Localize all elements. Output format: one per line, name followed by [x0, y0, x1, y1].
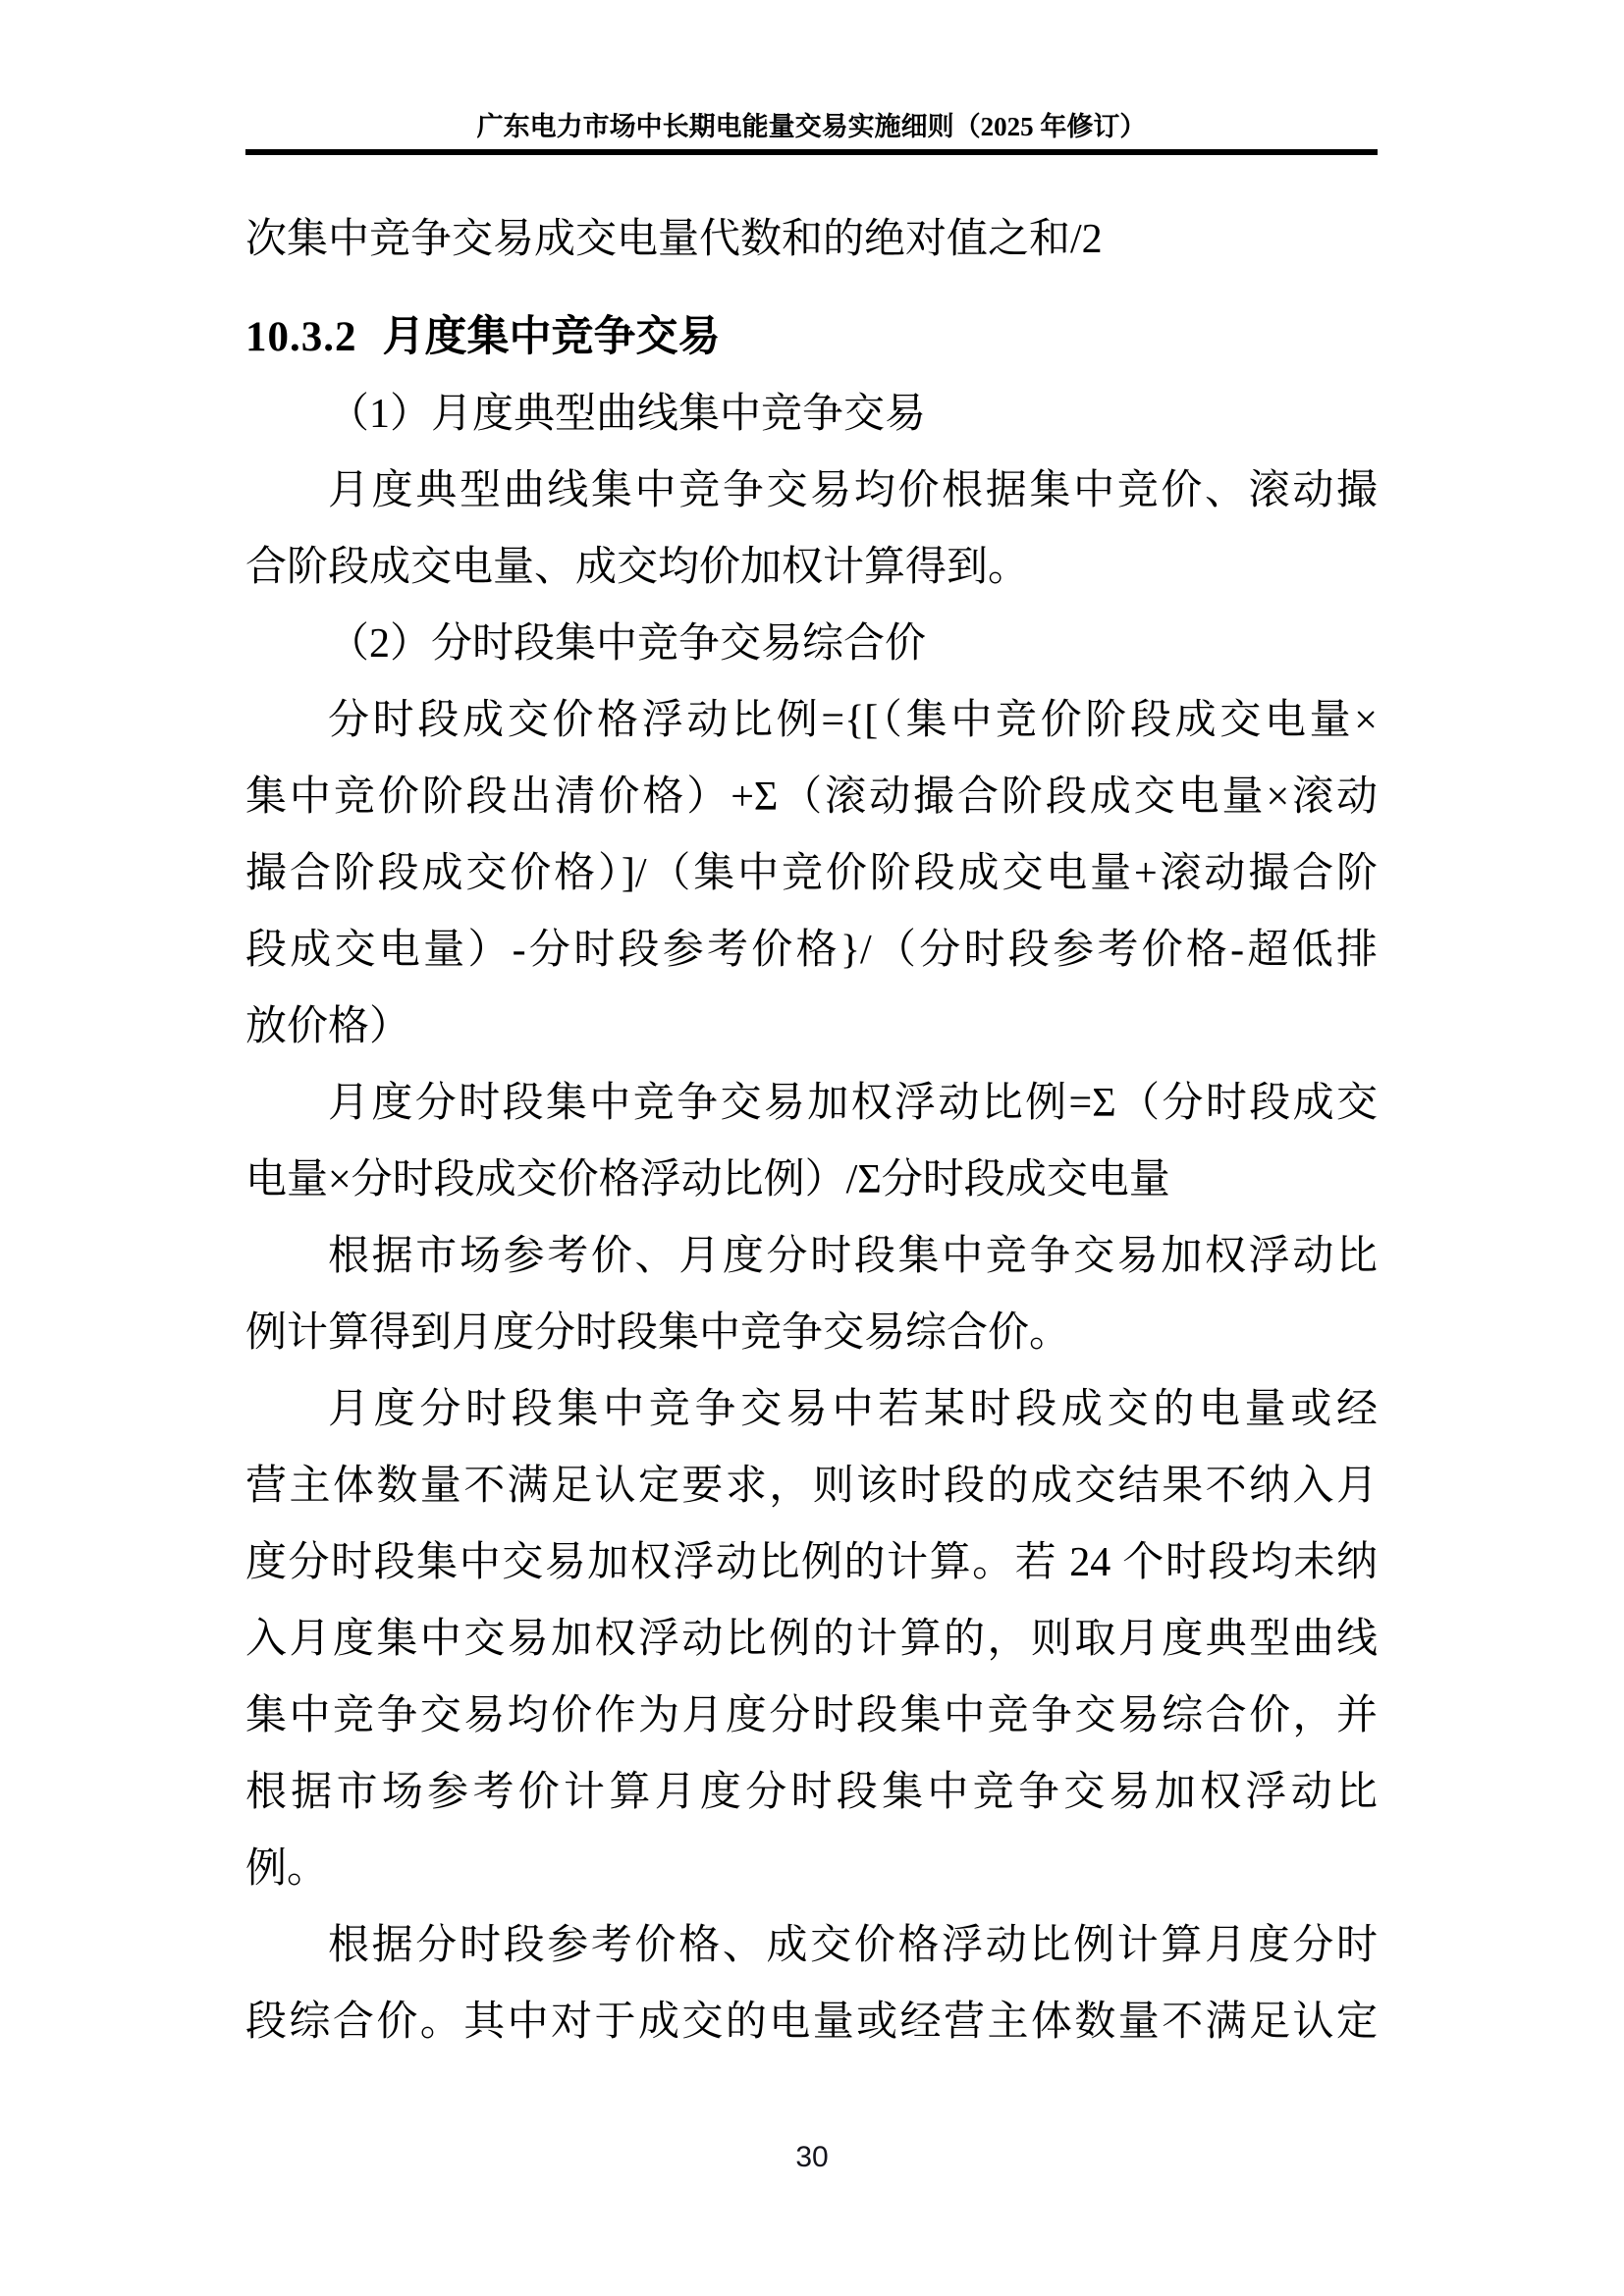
- text-line: 例计算得到月度分时段集中竞争交易综合价。: [245, 1310, 1071, 1356]
- text-line: 分时段成交价格浮动比例={[（集中竞价阶段成交电量×: [328, 698, 1378, 743]
- page-header: [245, 110, 1378, 155]
- page-footer: [0, 2140, 1624, 2175]
- text-line: 根据分时段参考价格、成交价格浮动比例计算月度分时: [328, 1923, 1378, 1968]
- text-line: 月度典型曲线集中竞争交易均价根据集中竞价、滚动撮: [328, 468, 1378, 513]
- text-line: 撮合阶段成交价格）]/（集中竞价阶段成交电量+滚动撮合阶: [245, 851, 1378, 896]
- text-line: 合阶段成交电量、成交均价加权计算得到。: [245, 545, 1030, 590]
- section-heading-number: 10.3.2: [245, 314, 357, 360]
- text-line: 例。: [245, 1846, 329, 1892]
- text-line: 段成交电量）-分时段参考价格}/（分时段参考价格-超低排: [245, 928, 1378, 973]
- page-number: 30: [795, 2141, 829, 2173]
- text-line: 次集中竞争交易成交电量代数和的绝对值之和/2: [245, 217, 1103, 262]
- text-line: 根据市场参考价计算月度分时段集中竞争交易加权浮动比: [245, 1770, 1378, 1815]
- text-line: 月度分时段集中竞争交易加权浮动比例=Σ（分时段成交: [328, 1081, 1378, 1126]
- text-line: 集中竞争交易均价作为月度分时段集中竞争交易综合价，并: [245, 1693, 1378, 1738]
- text-line: 度分时段集中交易加权浮动比例的计算。若 24 个时段均未纳: [245, 1540, 1378, 1585]
- section-heading: [245, 299, 1378, 376]
- header-title: 广东电力市场中长期电能量交易实施细则（2025 年修订）: [476, 112, 1147, 141]
- text-line: 月度分时段集中竞争交易中若某时段成交的电量或经: [328, 1387, 1378, 1432]
- text-line: 段综合价。其中对于成交的电量或经营主体数量不满足认定: [245, 2000, 1378, 2045]
- text-line: 根据市场参考价、月度分时段集中竞争交易加权浮动比: [328, 1234, 1378, 1279]
- section-heading-title: 月度集中竞争交易: [382, 314, 721, 360]
- text-line: 集中竞价阶段出清价格）+Σ（滚动撮合阶段成交电量×滚动: [245, 774, 1378, 820]
- text-line: 电量×分时段成交价格浮动比例）/Σ分时段成交电量: [245, 1157, 1170, 1202]
- document-body: [245, 201, 1378, 2060]
- text-line: 营主体数量不满足认定要求，则该时段的成交结果不纳入月: [245, 1464, 1378, 1509]
- text-line: （1）月度典型曲线集中竞争交易: [328, 392, 927, 437]
- text-line: （2）分时段集中竞争交易综合价: [328, 621, 927, 667]
- text-line: 入月度集中交易加权浮动比例的计算的，则取月度典型曲线: [245, 1617, 1378, 1662]
- text-line: 放价格）: [245, 1004, 411, 1049]
